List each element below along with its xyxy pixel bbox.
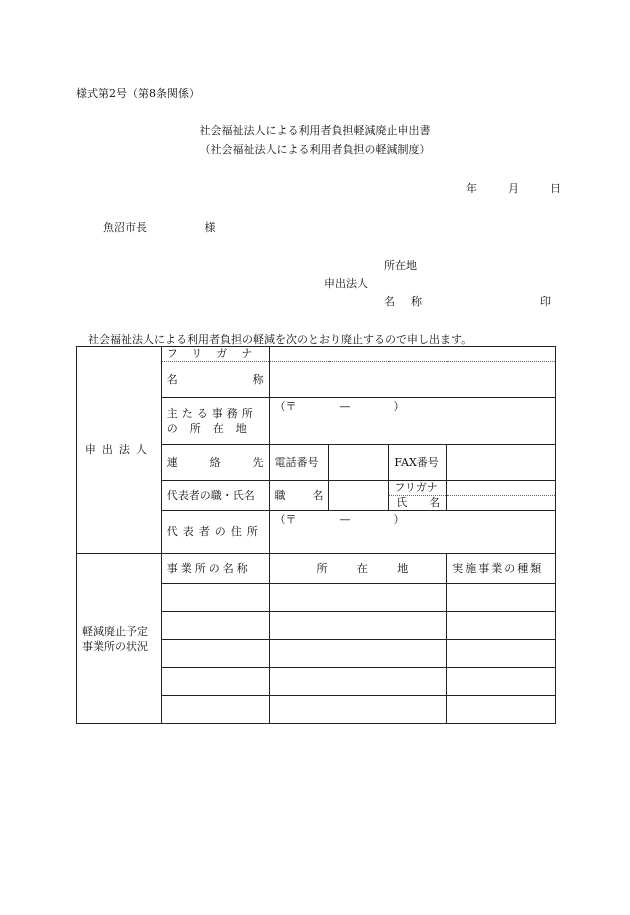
facility-service-cell[interactable] <box>447 668 556 696</box>
phone-label: 電話番号 <box>269 445 329 481</box>
label-char: 名 <box>429 496 441 509</box>
facility-name-cell[interactable] <box>161 612 269 640</box>
date-line <box>466 180 561 196</box>
label-char: 地 <box>397 561 409 575</box>
rep-furigana-field[interactable] <box>447 481 556 496</box>
facility-name-cell[interactable] <box>161 668 269 696</box>
facility-name-cell[interactable] <box>161 696 269 724</box>
fax-field[interactable] <box>447 445 556 481</box>
form-number-label: 様式第2号（第8条関係） <box>76 87 200 100</box>
postal-suffix: ） <box>393 400 405 413</box>
label-char: 名 <box>166 372 178 386</box>
rep-address-label: 代表者の住所 <box>161 511 269 554</box>
addressee-name: 魚沼市長 <box>103 221 147 234</box>
furigana-label: フリガナ <box>161 347 269 362</box>
postal-dash: — <box>339 400 351 413</box>
label-char: 職 <box>274 488 286 502</box>
section-applicant-label: 申出法人 <box>77 347 162 554</box>
applicant-name-label <box>384 293 422 309</box>
facility-location-cell[interactable] <box>269 640 447 668</box>
postal-prefix: （〒 <box>274 400 297 413</box>
facility-service-cell[interactable] <box>447 584 556 612</box>
date-year-label: 年 <box>466 182 477 195</box>
label-char: 在 <box>356 561 368 575</box>
addressee-honorific: 様 <box>204 221 216 234</box>
label-char: 絡 <box>209 455 221 469</box>
col-service-type-header: 実施事業の種類 <box>447 554 556 584</box>
section2-line2: 事業所の状況 <box>82 639 148 653</box>
position-field[interactable] <box>329 481 389 511</box>
representative-label: 代表者の職・氏名 <box>161 481 269 511</box>
position-label <box>269 481 329 511</box>
label-char: 連 <box>166 455 178 469</box>
facility-name-cell[interactable] <box>161 584 269 612</box>
facility-location-cell[interactable] <box>269 612 447 640</box>
application-form-table <box>76 346 556 724</box>
col-office-name-header: 事業所の名称 <box>161 554 269 584</box>
rep-address-field[interactable] <box>269 511 555 554</box>
corporate-name-field[interactable] <box>269 362 555 398</box>
label-char: 所 <box>316 561 328 575</box>
rep-furigana-label: フリガナ <box>389 481 447 496</box>
rep-name-label <box>389 496 447 511</box>
furigana-field[interactable] <box>269 347 555 362</box>
label-char: 氏 <box>396 496 408 509</box>
main-office-label <box>161 398 269 445</box>
document-subtitle: （社会福祉法人による利用者負担の軽減制度） <box>199 143 431 156</box>
facility-location-cell[interactable] <box>269 696 447 724</box>
document-title: 社会福祉法人による利用者負担軽減廃止申出書 <box>199 124 431 137</box>
date-day-label: 日 <box>550 182 561 195</box>
col-location-header <box>269 554 447 584</box>
date-month-label: 月 <box>508 182 519 195</box>
name-char-2: 称 <box>411 295 422 308</box>
phone-field[interactable] <box>329 445 389 481</box>
contact-label <box>161 445 269 481</box>
fax-label: FAX番号 <box>389 445 447 481</box>
postal-prefix: （〒 <box>274 513 297 526</box>
facility-service-cell[interactable] <box>447 696 556 724</box>
postal-suffix: ） <box>393 513 405 526</box>
addressee <box>103 219 216 235</box>
office-label-line2: の所在地 <box>166 422 259 435</box>
applicant-label: 申出法人 <box>324 277 368 290</box>
label-char: 称 <box>252 372 264 386</box>
section-facility-status-label <box>77 554 162 724</box>
office-label-line1: 主たる事務所 <box>166 407 257 420</box>
facility-location-cell[interactable] <box>269 668 447 696</box>
facility-location-cell[interactable] <box>269 584 447 612</box>
label-char: 名 <box>312 488 324 502</box>
label-char: 先 <box>252 455 264 469</box>
section2-line1: 軽減廃止予定 <box>82 624 148 638</box>
name-char-1: 名 <box>384 295 395 308</box>
facility-service-cell[interactable] <box>447 640 556 668</box>
facility-service-cell[interactable] <box>447 612 556 640</box>
seal-mark: 印 <box>540 295 551 308</box>
rep-name-field[interactable] <box>447 496 556 511</box>
postal-dash: — <box>339 513 351 526</box>
intro-text: 社会福祉法人による利用者負担の軽減を次のとおり廃止するので申し出ます。 <box>88 333 473 346</box>
applicant-address-label: 所在地 <box>384 259 417 272</box>
corporate-name-label <box>161 362 269 398</box>
main-office-address-field[interactable] <box>269 398 555 445</box>
facility-name-cell[interactable] <box>161 640 269 668</box>
